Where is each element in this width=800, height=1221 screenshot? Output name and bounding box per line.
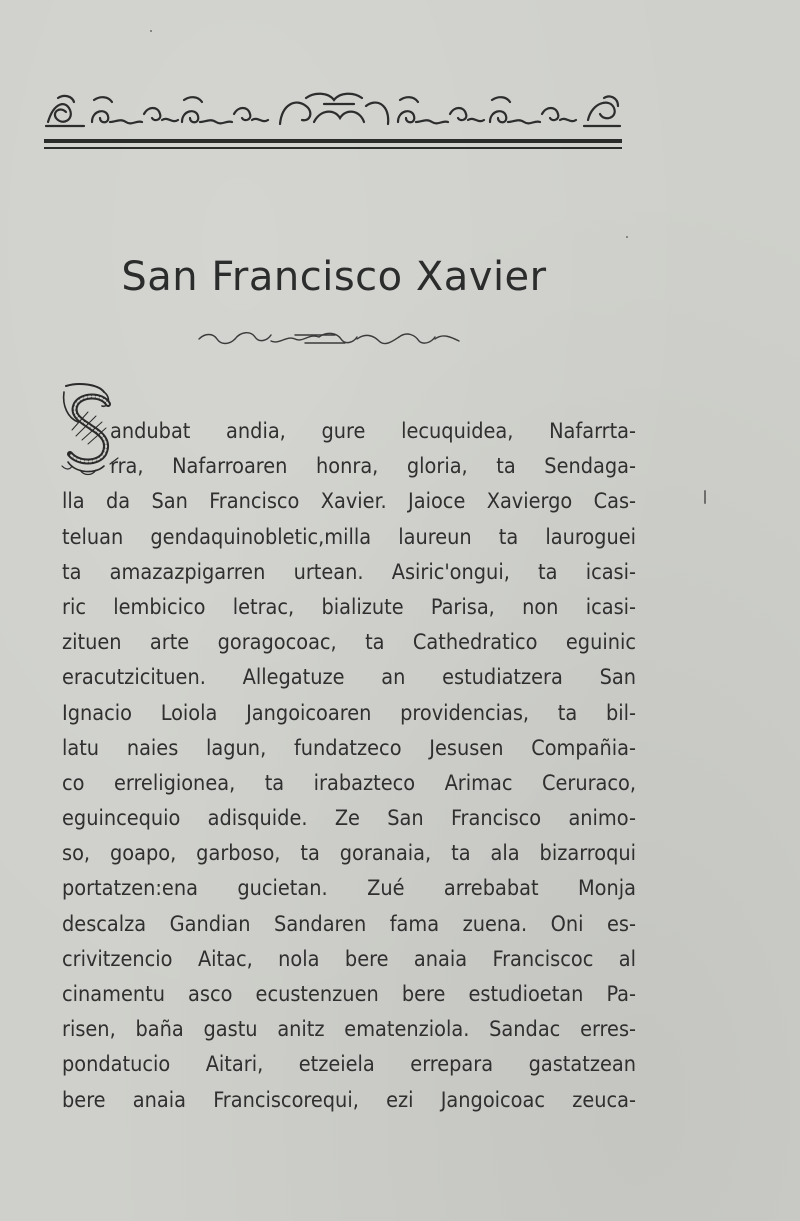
text-line: crivitzencio Aitac, nola bere anaia Franciscoc al: [62, 946, 636, 972]
header-rule-thin: [44, 147, 622, 149]
text-line: portatzen:ena gucietan. Zué arrebabat Monja: [62, 876, 636, 902]
paper-speck: [150, 30, 152, 32]
paper-speck: [626, 236, 628, 238]
text-line: risen, baña gastu anitz ematenziola. Sandac erres-: [62, 1017, 636, 1043]
paper-speck: [704, 490, 706, 504]
text-line: Ignacio Loiola Jangoicoaren providencias, ta bil-: [62, 700, 636, 726]
header-ornament-icon: [44, 92, 622, 132]
text-line: teluan gendaquinobletic,milla laureun ta lauroguei: [62, 524, 636, 550]
text-line: eracutzicituen. Allegatuze an estudiatzera San: [62, 665, 636, 691]
text-line: lla da San Francisco Xavier. Jaioce Xaviergo Cas-: [62, 489, 636, 515]
text-line: eguincequio adisquide. Ze San Francisco animo-: [62, 806, 636, 832]
title-divider-ornament-icon: [195, 327, 465, 349]
text-line: cinamentu asco ecustenzuen bere estudioetan Pa-: [62, 982, 636, 1007]
text-line: zituen arte goragocoac, ta Cathedratico eguinic: [62, 630, 636, 656]
text-line: ta amazazpigarren urtean. Asiric'ongui, ta icasi-: [62, 559, 636, 585]
text-line: andubat andia, gure lecuquidea, Nafarrta-: [110, 419, 636, 444]
body-text: [62, 414, 636, 1118]
text-line: pondatucio Aitari, etzeiela errepara gastatzean: [62, 1052, 636, 1078]
text-line: so, goapo, garboso, ta goranaia, ta ala bizarroqui: [62, 841, 636, 867]
page-title: San Francisco Xavier: [121, 254, 547, 300]
text-line: descalza Gandian Sandaren fama zuena. Oni es-: [62, 911, 636, 937]
header-rule-thick: [44, 139, 622, 143]
text-line: ric lembicico letrac, bializute Parisa, non icasi-: [62, 594, 636, 620]
text-line: co erreligionea, ta irabazteco Arimac Ceruraco,: [62, 770, 636, 796]
text-line: latu naies lagun, fundatzeco Jesusen Compañia-: [62, 735, 636, 761]
text-line: bere anaia Franciscorequi, ezi Jangoicoac zeuca-: [62, 1087, 636, 1113]
text-line: rra, Nafarroaren honra, gloria, ta Sendaga-: [110, 454, 636, 480]
